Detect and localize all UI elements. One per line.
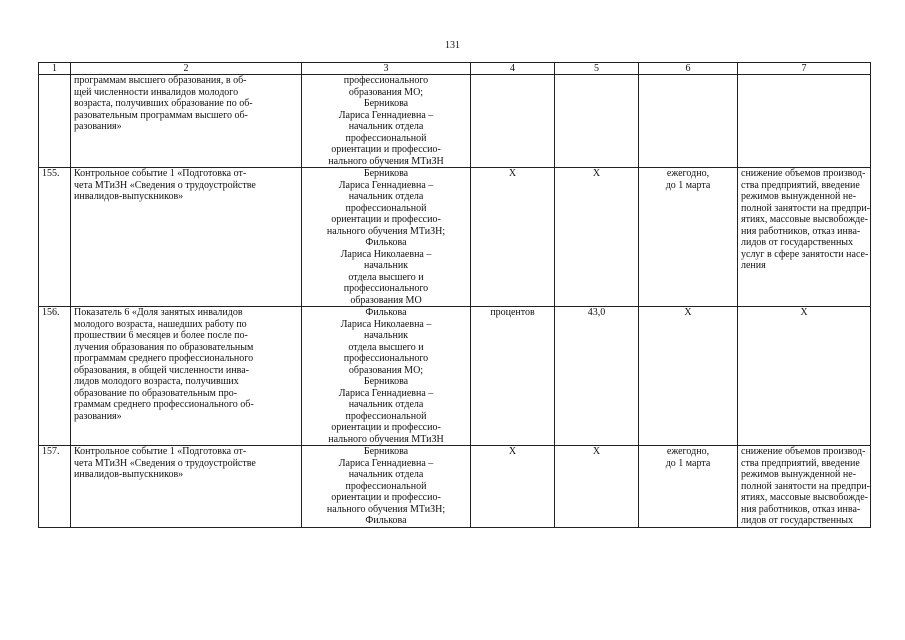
risk-line: ства предприятий, введение: [741, 179, 860, 191]
description-line: Контрольное событие 1 «Подготовка от-: [74, 446, 247, 457]
plan-table: [38, 62, 871, 528]
term-line: до 1 марта: [665, 179, 711, 191]
table-row: [39, 75, 871, 168]
description-line: Контрольное событие 1 «Подготовка от-: [74, 168, 247, 179]
responsible-line: Лариса Николаевна –: [340, 248, 432, 260]
responsible-line: образования МО;: [348, 364, 424, 376]
column-header: 7: [738, 63, 871, 75]
responsible-line: отдела высшего и: [348, 271, 424, 283]
responsible-line: профессионального: [343, 353, 429, 364]
term-cell: [639, 168, 738, 307]
risk-line: снижение объемов производ-: [741, 168, 866, 179]
description-line: чета МТиЗН «Сведения о трудоустройстве: [74, 457, 256, 469]
responsible-line: ориентации и профессио-: [331, 144, 441, 155]
responsible-line: Филькова: [365, 307, 407, 318]
responsible-cell: [302, 307, 471, 446]
responsible-line: профессиональной: [345, 480, 427, 492]
page-number: 131: [445, 40, 460, 51]
responsible-line: Лариса Геннадиевна –: [338, 457, 434, 469]
risk-cell: [738, 446, 871, 528]
responsible-cell: [302, 168, 471, 307]
row-number: 155.: [39, 168, 71, 307]
responsible-line: профессионального: [343, 75, 429, 86]
responsible-line: нального обучения МТиЗН;: [326, 225, 446, 237]
description-line: прошествии 6 месяцев и более после по-: [74, 330, 248, 341]
responsible-line: начальник: [363, 330, 409, 341]
responsible-line: отдела высшего и: [348, 341, 424, 353]
description-line: граммам среднего профессионального об-: [74, 399, 254, 410]
risk-line: ятиях, массовые высвобожде-: [741, 214, 869, 225]
responsible-line: начальник: [363, 260, 409, 271]
description-cell: [71, 446, 302, 528]
unit-cell: Х: [471, 168, 555, 307]
description-line: разовательным программам высшего об-: [74, 109, 248, 121]
row-number: 156.: [39, 307, 71, 446]
risk-cell: [738, 307, 871, 446]
responsible-line: Берникова: [363, 376, 409, 387]
column-header: 5: [555, 63, 639, 75]
responsible-line: Филькова: [365, 515, 407, 526]
responsible-line: Лариса Геннадиевна –: [338, 387, 434, 399]
responsible-line: нального обучения МТиЗН: [328, 433, 444, 445]
description-cell: [71, 75, 302, 168]
table-row: [39, 307, 871, 446]
risk-line: полной занятости на предпри-: [741, 480, 870, 492]
risk-line: ления: [741, 260, 766, 271]
unit-cell: Х: [471, 446, 555, 528]
term-line: до 1 марта: [665, 457, 711, 469]
responsible-line: Лариса Геннадиевна –: [338, 109, 434, 121]
responsible-line: образования МО;: [348, 86, 424, 98]
description-line: молодого возраста, нашедших работу по: [74, 318, 247, 330]
column-header: 4: [471, 63, 555, 75]
responsible-line: профессиональной: [345, 410, 427, 422]
risk-line: ния работников, отказ инва-: [741, 225, 861, 237]
description-line: разования»: [74, 410, 122, 422]
responsible-line: Лариса Николаевна –: [340, 318, 432, 330]
term-cell: [639, 75, 738, 168]
risk-line: ятиях, массовые высвобожде-: [741, 492, 869, 503]
description-line: лучения образования по образовательным: [74, 341, 254, 353]
description-line: программам высшего образования, в об-: [74, 75, 247, 86]
table-row: [39, 446, 871, 528]
description-line: лидов молодого возраста, получивших: [74, 376, 239, 387]
responsible-line: начальник отдела: [348, 191, 424, 202]
responsible-line: образования МО: [350, 294, 422, 306]
responsible-line: Берникова: [363, 168, 409, 179]
risk-line: полной занятости на предпри-: [741, 202, 870, 214]
responsible-line: ориентации и профессио-: [331, 214, 441, 225]
risk-cell: [738, 168, 871, 307]
unit-cell: [471, 75, 555, 168]
risk-line: режимов вынужденной не-: [741, 191, 857, 202]
description-line: образования, в общей численности инва-: [74, 364, 249, 376]
column-header: 1: [39, 63, 71, 75]
responsible-line: профессионального: [343, 283, 429, 294]
responsible-line: начальник отдела: [348, 399, 424, 410]
description-line: разования»: [74, 121, 122, 132]
responsible-line: Берникова: [363, 98, 409, 109]
description-line: Показатель 6 «Доля занятых инвалидов: [74, 307, 243, 318]
responsible-line: профессиональной: [345, 132, 427, 144]
responsible-line: начальник отдела: [348, 121, 424, 132]
responsible-line: нального обучения МТиЗН: [328, 155, 444, 167]
description-line: образование по образовательным про-: [74, 387, 238, 399]
value-cell: Х: [555, 168, 639, 307]
column-header: 2: [71, 63, 302, 75]
table-row: [39, 168, 871, 307]
column-header: 3: [302, 63, 471, 75]
description-line: щей численности инвалидов молодого: [74, 86, 239, 98]
column-header: 6: [639, 63, 738, 75]
responsible-line: Лариса Геннадиевна –: [338, 179, 434, 191]
risk-line: лидов от государственных: [741, 515, 854, 526]
row-number: [39, 75, 71, 168]
description-line: инвалидов-выпускников»: [74, 469, 184, 480]
risk-cell: [738, 75, 871, 168]
risk-line: Х: [800, 307, 808, 318]
row-number: 157.: [39, 446, 71, 528]
risk-line: лидов от государственных: [741, 237, 854, 248]
responsible-line: ориентации и профессио-: [331, 422, 441, 433]
responsible-line: нального обучения МТиЗН;: [326, 503, 446, 515]
responsible-line: профессиональной: [345, 202, 427, 214]
responsible-cell: [302, 75, 471, 168]
responsible-line: Филькова: [365, 237, 407, 248]
term-line: Х: [684, 307, 692, 318]
value-cell: [555, 75, 639, 168]
description-line: возраста, получивших образование по об-: [74, 98, 253, 109]
responsible-line: ориентации и профессио-: [331, 492, 441, 503]
responsible-line: Берникова: [363, 446, 409, 457]
description-line: чета МТиЗН «Сведения о трудоустройстве: [74, 179, 256, 191]
term-cell: [639, 307, 738, 446]
term-line: ежегодно,: [666, 168, 710, 179]
description-line: программам среднего профессионального: [74, 353, 254, 364]
term-cell: [639, 446, 738, 528]
risk-line: ства предприятий, введение: [741, 457, 860, 469]
description-cell: [71, 168, 302, 307]
description-line: инвалидов-выпускников»: [74, 191, 184, 202]
description-cell: [71, 307, 302, 446]
risk-line: снижение объемов производ-: [741, 446, 866, 457]
header-row: [39, 63, 871, 75]
responsible-line: начальник отдела: [348, 469, 424, 480]
unit-cell: процентов: [471, 307, 555, 446]
risk-line: режимов вынужденной не-: [741, 469, 857, 480]
value-cell: 43,0: [555, 307, 639, 446]
term-line: ежегодно,: [666, 446, 710, 457]
value-cell: Х: [555, 446, 639, 528]
risk-line: ния работников, отказ инва-: [741, 503, 861, 515]
risk-line: услуг в сфере занятости насе-: [741, 248, 869, 260]
responsible-cell: [302, 446, 471, 528]
